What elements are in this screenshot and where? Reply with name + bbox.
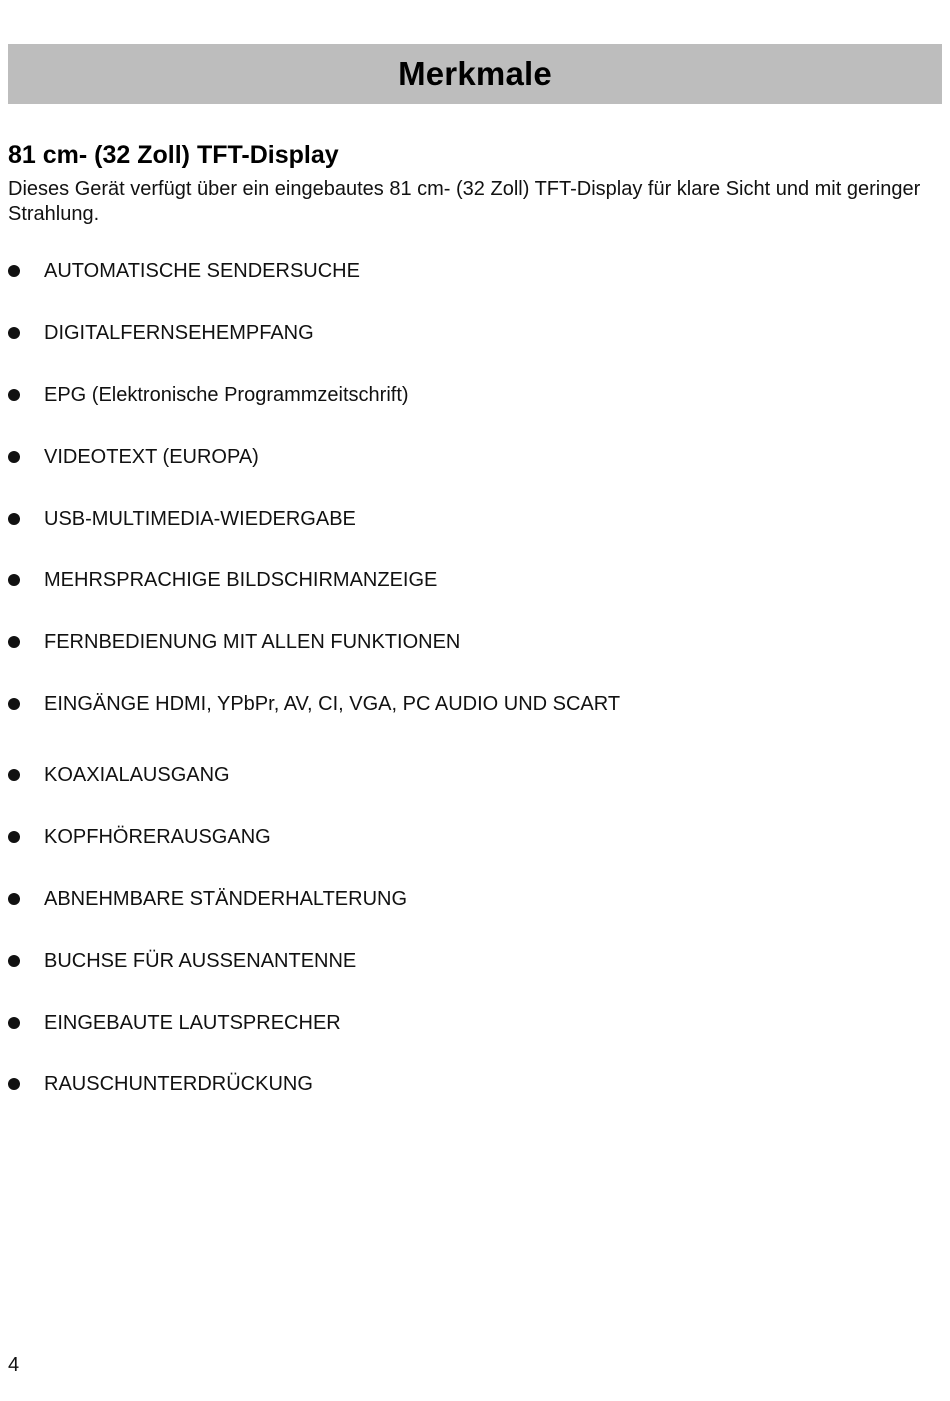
feature-item <box>8 1010 341 1036</box>
bullet-dot-icon <box>8 389 20 401</box>
bullet-dot-icon <box>8 265 20 277</box>
bullet-dot-icon <box>8 893 20 905</box>
feature-item <box>8 886 407 912</box>
bullet-dot-icon <box>8 831 20 843</box>
feature-label: USB-MULTIMEDIA-WIEDERGABE <box>44 507 356 530</box>
bullet-dot-icon <box>8 327 20 339</box>
intro-paragraph: Dieses Gerät verfügt über ein eingebautes 81 cm- (32 Zoll) TFT-Display für klare Sicht und mit geringer Strahlung. <box>8 178 921 225</box>
feature-item <box>8 567 437 593</box>
feature-label: DIGITALFERNSEHEMPFANG <box>44 321 314 344</box>
bullet-dot-icon <box>8 636 20 648</box>
section-title: 81 cm- (32 Zoll) TFT-Display <box>8 141 339 169</box>
feature-item <box>8 506 356 532</box>
bullet-dot-icon <box>8 513 20 525</box>
feature-label: EPG (Elektronische Programmzeitschrift) <box>44 383 409 406</box>
feature-item <box>8 691 620 717</box>
feature-label: AUTOMATISCHE SENDERSUCHE <box>44 259 360 282</box>
feature-item <box>8 824 271 850</box>
bullet-dot-icon <box>8 769 20 781</box>
bullet-dot-icon <box>8 955 20 967</box>
feature-label: RAUSCHUNTERDRÜCKUNG <box>44 1072 313 1095</box>
feature-item <box>8 1071 313 1097</box>
feature-label: MEHRSPRACHIGE BILDSCHIRMANZEIGE <box>44 568 438 591</box>
feature-label: KOAXIALAUSGANG <box>44 763 230 786</box>
bullet-dot-icon <box>8 451 20 463</box>
page-title: Merkmale <box>398 55 552 92</box>
bullet-dot-icon <box>8 1078 20 1090</box>
feature-label: EINGEBAUTE LAUTSPRECHER <box>44 1011 341 1034</box>
bullet-dot-icon <box>8 574 20 586</box>
feature-label: ABNEHMBARE STÄNDERHALTERUNG <box>44 887 408 910</box>
feature-label: KOPFHÖRERAUSGANG <box>44 825 271 848</box>
page-number: 4 <box>8 1354 20 1376</box>
bullet-dot-icon <box>8 1017 20 1029</box>
feature-item <box>8 320 314 346</box>
feature-label: EINGÄNGE HDMI, YPbPr, AV, CI, VGA, PC AUDIO UND SCART <box>44 692 621 715</box>
feature-item <box>8 444 259 470</box>
feature-label: BUCHSE FÜR AUSSENANTENNE <box>44 949 357 972</box>
feature-item <box>8 629 460 655</box>
feature-item <box>8 258 360 284</box>
bullet-dot-icon <box>8 698 20 710</box>
feature-item <box>8 382 409 408</box>
feature-label: FERNBEDIENUNG MIT ALLEN FUNKTIONEN <box>44 630 461 653</box>
feature-item <box>8 762 230 788</box>
feature-item <box>8 948 356 974</box>
header-bar <box>8 44 942 104</box>
feature-label: VIDEOTEXT (EUROPA) <box>44 445 259 468</box>
